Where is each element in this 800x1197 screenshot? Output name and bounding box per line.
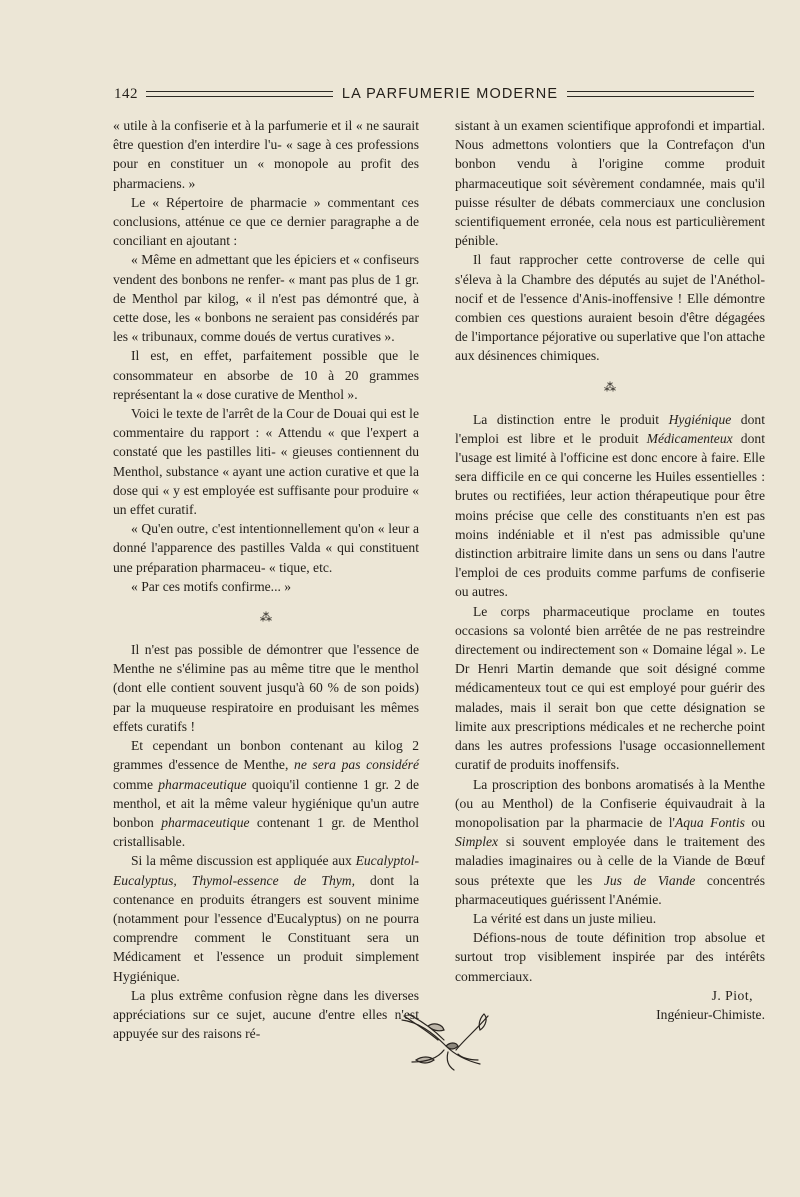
left-column xyxy=(113,116,419,1043)
text-run: si souvent employée dans le traitement des maladies imaginaires ou à celle de la Viande de Bœuf sous prétexte que les xyxy=(455,834,765,888)
page-number: 142 xyxy=(114,85,138,102)
paragraph: Voici le texte de l'arrêt de la Cour de Douai qui est le commentaire du rapport : « Attendu « que l'expert a constaté que les pastilles liti- « gieuses contiennent du Menthol, substance « ayant une action curative et que la dose qui « y est employée est suffisante pour produire « un effet curatif. xyxy=(113,406,419,518)
italic-run: pharmaceutique xyxy=(158,776,247,792)
text-run: La proscription des bonbons aromatisés à la Menthe (ou au Menthol) de la Confiserie équivaudrait à la monopolisation par la pharmacie de l' xyxy=(455,776,765,830)
header-rule-left xyxy=(146,91,333,97)
text-run: Si la même discussion est appliquée aux xyxy=(131,853,356,869)
text-run: comme xyxy=(113,776,159,792)
paragraph: sistant à un examen scientifique approfondi et impartial. Nous admettons volontiers que la Contrefaçon d'un bonbon vendu à l'origine comme produit pharmaceutique soit sévèrement condamnée, mais qu'il puisse résulter de débats commerciaux une conclusion scientifiquement erronée, cela nous est particulièrement pénible. xyxy=(455,118,765,249)
paragraph: La vérité est dans un juste milieu. xyxy=(473,910,657,926)
running-title: LA PARFUMERIE MODERNE xyxy=(341,86,559,102)
paragraph: « utile à la confiserie et à la parfumerie et il « ne saurait être question d'en interdire l'u- « sage à ces professions pour en constituer un « monopole au profit des pharmaciens. » xyxy=(113,118,419,191)
paragraph: « Qu'en outre, c'est intentionnellement qu'on « leur a donné l'apparence des pastilles Valda « qui constituent une préparation pharmaceu- « tique, etc. xyxy=(113,521,419,575)
italic-run: ne sera pas considéré xyxy=(294,757,419,773)
paragraph: Le « Répertoire de pharmacie » commentant ces conclusions, atténue ce que ce dernier paragraphe a de conciliant en ajoutant : xyxy=(113,194,419,249)
text-run: contenant 1 gr. de Menthol cristallisable. xyxy=(113,814,420,850)
text-run: concentrés pharmaceutiques guérissent l'Anémie. xyxy=(455,872,765,907)
italic-run: Médicamenteux xyxy=(646,430,733,446)
paragraph: Il est, en effet, parfaitement possible que le consommateur en absorbe de 10 à 20 grammes représentant la « dose curative de Menthol ». xyxy=(113,348,419,402)
paragraph: La plus extrême confusion règne dans les diverses appréciations sur ce sujet, aucune d'entre elles n'est appuyée sur des raisons ré- xyxy=(113,987,419,1042)
italic-run: Eucalyptol-Eucalyptus, Thymol-essence de Thym, xyxy=(113,853,419,888)
paragraph: « Même en admettant que les épiciers et « confiseurs vendent des bonbons ne renfer- « mant pas plus de 1 gr. de Menthol par kilog, « il n'est pas démontré que, à cette dose, les « bonbons ne seraient pas considérés par les « tribunaux, comme doués de vertus curatives ». xyxy=(113,252,420,345)
author-signature: J. Piot, xyxy=(711,987,753,1003)
text-run: dont l'usage est limité à l'officine est donc encore à faire. Elle sera difficile en ce qui concerne les Huiles essentielles : brutes ou rectifiées, leur action thérapeutique pour être moins précise que celle des constituants n'en est pas moins indéniable et il n'est pas admissible qu'une distinction arbitraire limite dans un sens ou dans l'autre l'emploi de ces produits comme parfums de confiserie ou autres. xyxy=(455,430,765,600)
paragraph xyxy=(455,410,765,602)
right-column xyxy=(455,116,765,1024)
italic-run: Simplex xyxy=(455,834,499,850)
paragraph: Défions-nous de toute définition trop absolue et surtout trop visiblement inspirée par des intérêts commerciaux. xyxy=(455,930,765,984)
paragraph: Il n'est pas possible de démontrer que l'essence de Menthe ne s'élimine pas au même titre que le menthol (dont elle contient souvent jusqu'à 60 % de son poids) par la muqueuse respiratoire en produisant les mêmes effets curatifs ! xyxy=(113,642,419,734)
text-run: dont l'emploi est libre et le produit xyxy=(455,411,765,446)
floral-ornament-icon xyxy=(398,1010,494,1072)
italic-run: Jus de Viande xyxy=(603,872,696,888)
section-separator: ⁂ xyxy=(604,379,616,394)
paragraph: « Par ces motifs confirme... » xyxy=(131,578,292,594)
running-header xyxy=(114,84,754,104)
paragraph: Il faut rapprocher cette controverse de celle qui s'éleva à la Chambre des députés au sujet de l'Anéthol-nocif et de l'essence d'Anis-inoffensive ! Elle démontre combien ces questions auraient besoin d'être dégagées de l'importance péjorative ou superlative que l'on attache aux désinences chimiques. xyxy=(455,252,765,364)
italic-run: Aqua Fontis xyxy=(674,814,745,830)
paragraph xyxy=(113,851,419,985)
section-separator: ⁂ xyxy=(260,610,272,625)
paragraph xyxy=(113,736,419,851)
header-rule-right xyxy=(567,91,754,97)
italic-run: pharmaceutique xyxy=(161,814,250,830)
text-run: dont la contenance en produits étrangers est souvent minime (notamment pour l'essence d'Eucalyptus) on ne pourra comprendre comment le Constituant sera un Médicament et l'essence un produit simplement Hygiénique. xyxy=(113,872,419,984)
paragraph: Le corps pharmaceutique proclame en toutes occasions sa volonté bien arrêtée de ne pas restreindre directement ou indirectement son « Domaine légal ». Le Dr Henri Martin demande que soit désigné comme médicamenteux tout ce qui est employé pour guérir des malades, mais il serait bon que cette désignation se limite aux prescriptions médicales et ne recherche point dans les autres professions l'usage occasionnellement curatif de produits inoffensifs. xyxy=(455,603,765,773)
text-run: quoiqu'il contienne 1 gr. 2 de menthol, et ait la même valeur hygiénique qu'un autre bonbon xyxy=(113,776,419,830)
paragraph xyxy=(455,775,765,909)
text-run: ou xyxy=(744,814,766,830)
text-run: La distinction entre le produit xyxy=(473,411,669,427)
italic-run: Hygiénique xyxy=(668,411,732,427)
text-run: Et cependant un bonbon contenant au kilog 2 grammes d'essence de Menthe, xyxy=(113,738,419,773)
author-title: Ingénieur-Chimiste. xyxy=(656,1006,765,1022)
